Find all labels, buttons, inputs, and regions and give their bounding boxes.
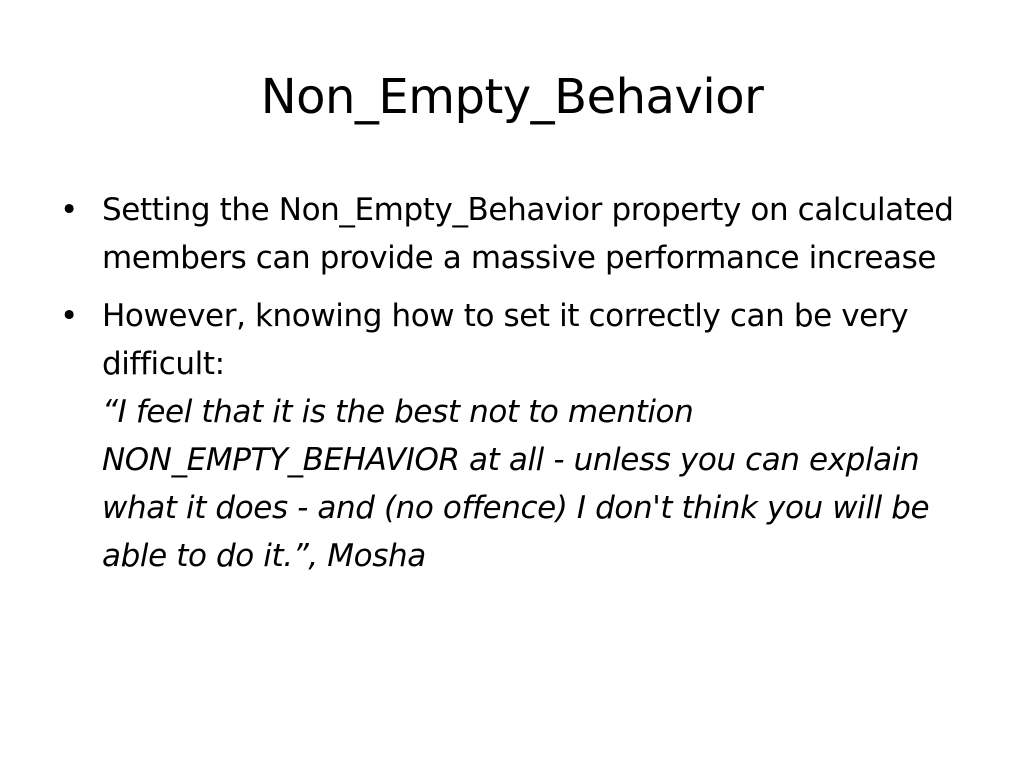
- bullet-text-performance: Setting the Non_Empty_Behavior property on calculated members can provide a massive performance increase: [102, 192, 954, 276]
- bullet-item-difficulty: [58, 292, 988, 580]
- bullet-text-difficulty: However, knowing how to set it correctly can be very difficult:: [102, 298, 909, 382]
- bullet-item-performance: [58, 186, 988, 282]
- slide-title: Non_Empty_Behavior: [260, 69, 764, 125]
- bullet-dot-icon: •: [60, 298, 78, 334]
- mosha-quote: “I feel that it is the best not to mention NON_EMPTY_BEHAVIOR at all - unless you can explain what it does - and (no offence) I don't think you will be able to do it.”, Mosha: [102, 394, 930, 574]
- bullet-list: [58, 186, 988, 590]
- bullet-dot-icon: •: [60, 192, 78, 228]
